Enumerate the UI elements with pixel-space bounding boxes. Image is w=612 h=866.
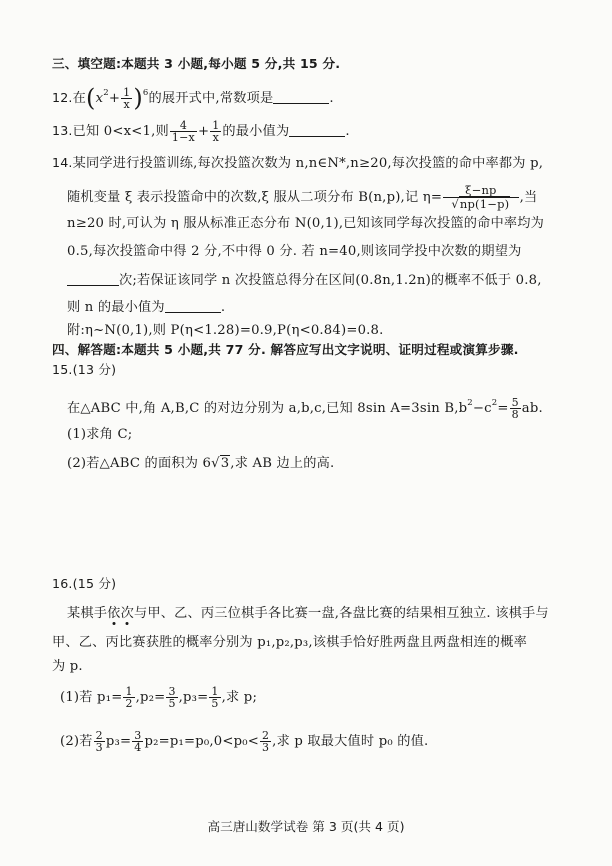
question-16-line-1: 某棋手依次与甲、乙、丙三位棋手各比赛一盘,各盘比赛的结果相互独立. 该棋手与	[67, 606, 549, 621]
question-15-part-2: (2)若△ABC 的面积为 6√3,求 AB 边上的高.	[67, 456, 335, 471]
question-16-part-2: (2)若 $\frac{2}{3}$ p₃= $\frac{3}{4}$ p₂=p₁=p₀,0<p₀< $\frac{2}{3}$ ,求 p 取最大值时 p₀ 的值.	[60, 729, 429, 754]
q13-fraction-1: $\frac{4}{1-x}$	[171, 119, 195, 144]
question-15-statement: 在△ABC 中,角 A,B,C 的对边分别为 a,b,c,已知 8sin A=3sin $B,b^2-c^2=$ $\frac{5}{8}$ ab.	[67, 396, 543, 421]
question-12: 12.在($x^2+$ $\frac{1}{x}$ )$^6$的展开式中,常数项是 .	[52, 84, 334, 112]
q15-fraction: $\frac{5}{8}$	[511, 396, 519, 421]
page-footer: 高三唐山数学试卷 第 3 页(共 4 页)	[207, 819, 405, 834]
section-3-heading: 三、填空题:本题共 3 小题,每小题 5 分,共 15 分.	[52, 56, 341, 71]
question-14-appendix: 附:η~N(0,1),则 P(η<1.28)=0.9,P(η<0.84)=0.8.	[67, 323, 384, 338]
question-14-line-3: n≥20 时,可认为 η 服从标准正态分布 N(0,1),已知该同学每次投篮的命中率均为	[67, 216, 545, 231]
question-16-line-3: 为 p.	[52, 659, 83, 674]
question-14-line-2: 随机变量 ξ 表示投篮命中的次数,ξ 服从二项分布 B(n,p),记 η= $\frac{\xi-np}{√np(1-p)}$ ,当	[67, 183, 538, 211]
section-4-heading: 四、解答题:本题共 5 小题,共 77 分. 解答应写出文字说明、证明过程或演算步骤.	[52, 342, 519, 357]
question-15-header: 15.(13 分)	[52, 362, 117, 377]
question-14-line-5: 次;若保证该同学 n 次投篮总得分在区间(0.8n,1.2n)的概率不低于 0.8,	[67, 271, 542, 290]
question-14-line-6: 则 n 的最小值为 .	[67, 300, 226, 315]
q13-answer-blank	[289, 122, 345, 137]
q14-eta-fraction: $\frac{\xi-np}{√np(1-p)}$	[443, 184, 519, 211]
q13-fraction-2: $\frac{1}{x}$	[212, 119, 220, 144]
q12-fraction: $\frac{1}{x}$	[123, 86, 131, 111]
question-14-line-4: 0.5,每次投篮命中得 2 分,不中得 0 分. 若 n=40,则该同学投中次数的期望为	[67, 244, 522, 259]
question-13: 13.已知 0<x<1,则 $\frac{4}{1-x}$ + $\frac{1}{x}$ 的最小值为 .	[52, 119, 350, 144]
question-16-line-2: 甲、乙、丙比赛获胜的概率分别为 p₁,p₂,p₃,该棋手恰好胜两盘且两盘相连的概率	[52, 635, 527, 650]
question-14-line-1: 14.某同学进行投篮训练,每次投篮次数为 n,n∈N*,n≥20,每次投篮的命中率都为 p,	[52, 155, 544, 171]
question-15-part-1: (1)求角 C;	[67, 427, 133, 442]
q12-answer-blank	[273, 89, 329, 104]
q14-answer-blank-1	[67, 271, 119, 286]
question-16-part-1: (1)若 p₁= $\frac{1}{2}$ ,p₂= $\frac{3}{5}$ ,p₃= $\frac{1}{5}$ ,求 p;	[60, 685, 258, 710]
question-16-header: 16.(15 分)	[52, 576, 117, 591]
q14-answer-blank-2	[165, 298, 221, 313]
